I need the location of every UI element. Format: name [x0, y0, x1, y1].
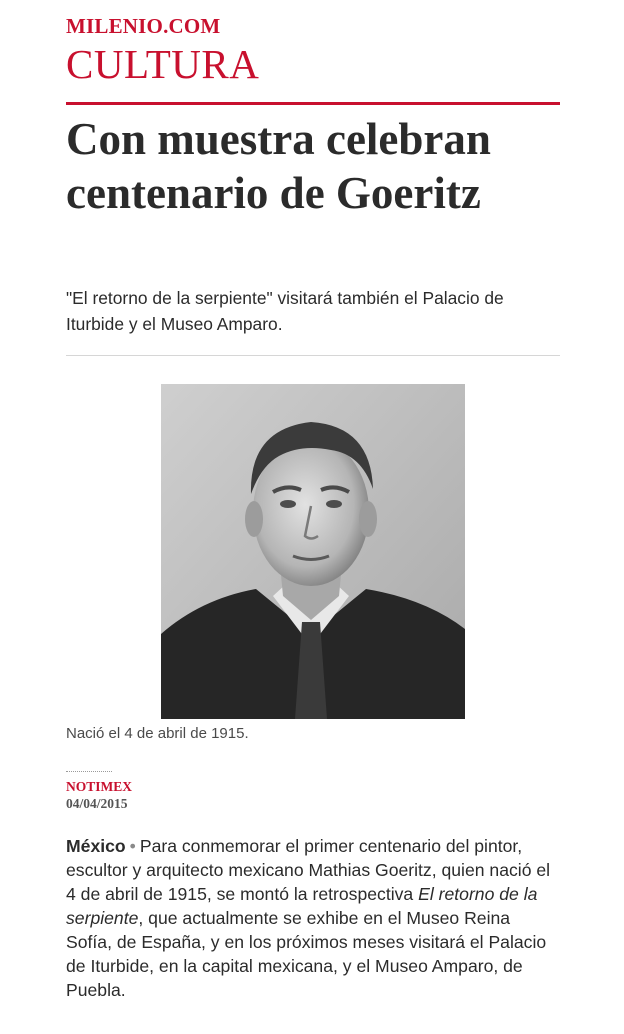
exhibition-title: El retorno de la serpiente: [66, 884, 538, 928]
publish-date: 04/04/2015: [66, 796, 128, 811]
article-body: [66, 834, 560, 1002]
article-headline: Con muestra celebran centenario de Goeritz: [66, 114, 491, 218]
dateline-bullet: •: [129, 836, 136, 856]
subheadline-divider: [66, 355, 560, 356]
site-name-link[interactable]: MILENIO.COM: [66, 14, 221, 38]
body-text-after: , que actualmente se exhibe en el Museo Reina Sofía, de España, y en los próximos meses visitará el Palacio de Iturbide, en la capital mexicana, y el Museo Amparo, de Puebla.: [66, 908, 547, 1000]
section-divider: [66, 102, 560, 105]
body-text-before: Para conmemorar el primer centenario del pintor, escultor y arquitecto mexicano Mathias Goeritz, quien nació el 4 de abril de 1915, se montó la retrospectiva: [66, 836, 551, 904]
photo-caption: Nació el 4 de abril de 1915.: [66, 725, 249, 742]
article-photo[interactable]: [161, 384, 465, 719]
section-title-link[interactable]: CULTURA: [66, 41, 260, 87]
dateline-location: México: [66, 836, 126, 856]
byline-agency[interactable]: NOTIMEX: [66, 779, 133, 794]
article-subheadline: "El retorno de la serpiente" visitará también el Palacio de Iturbide y el Museo Amparo.: [66, 288, 504, 334]
byline-divider: [66, 771, 112, 772]
